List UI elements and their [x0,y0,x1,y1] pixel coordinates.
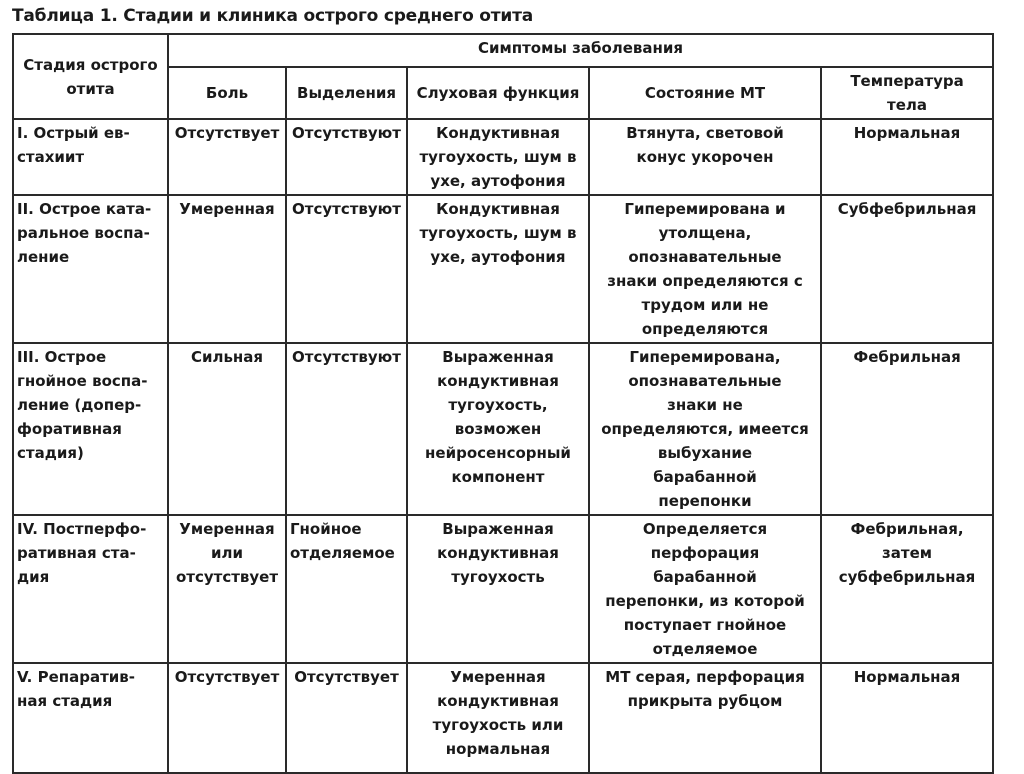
header-pain: Боль [168,67,286,119]
cell-tm: МТ серая, перфорация прикрыта рубцом [589,663,821,773]
cell-discharge: Отсутствует [286,663,407,773]
cell-stage: IV. Постперфо- ративная ста- дия [13,515,168,663]
cell-stage: I. Острый ев- стахиит [13,119,168,195]
cell-temperature: Нормальная [821,663,993,773]
table-row [13,195,993,343]
cell-tm: Втянута, световой конус укорочен [589,119,821,195]
cell-pain: Умеренная или отсутствует [168,515,286,663]
header-hearing: Слуховая функция [407,67,589,119]
cell-hearing: Умеренная кондуктивная тугоухость или нормальная [407,663,589,773]
cell-tm: Определяется перфорация барабанной перепонки, из которой поступает гнойное отделяемое [589,515,821,663]
cell-pain: Отсутствует [168,119,286,195]
cell-tm: Гиперемирована, опознавательные знаки не определяются, имеется выбухание барабанной перепонки [589,343,821,515]
header-stage: Стадия острого отита [13,34,168,119]
table-title: Таблица 1. Стадии и клиника острого среднего отита [12,6,534,26]
cell-pain: Умеренная [168,195,286,343]
cell-hearing: Выраженная кондуктивная тугоухость [407,515,589,663]
cell-stage: III. Острое гнойное воспа- ление (допер- форативная стадия) [13,343,168,515]
header-discharge: Выделения [286,67,407,119]
header-temperature: Температура тела [821,67,993,119]
table-row [13,343,993,515]
table-row [13,119,993,195]
table-row [13,663,993,773]
cell-stage: II. Острое ката- ральное воспа- ление [13,195,168,343]
cell-temperature: Субфебрильная [821,195,993,343]
header-tm: Состояние МТ [589,67,821,119]
cell-pain: Отсутствует [168,663,286,773]
table-row [13,515,993,663]
cell-temperature: Фебрильная [821,343,993,515]
cell-discharge: Гнойное отделяемое [286,515,407,663]
cell-hearing: Кондуктивная тугоухость, шум в ухе, аутофония [407,119,589,195]
cell-temperature: Фебрильная, затем субфебрильная [821,515,993,663]
header-symptoms: Симптомы заболевания [168,34,993,67]
cell-discharge: Отсутствуют [286,119,407,195]
otitis-stages-table [12,33,994,774]
cell-stage: V. Репаратив- ная стадия [13,663,168,773]
cell-hearing: Кондуктивная тугоухость, шум в ухе, аутофония [407,195,589,343]
cell-discharge: Отсутствуют [286,343,407,515]
cell-tm: Гиперемирована и утолщена, опознавательные знаки определяются с трудом или не определяются [589,195,821,343]
cell-hearing: Выраженная кондуктивная тугоухость, возможен нейросенсорный компонент [407,343,589,515]
cell-discharge: Отсутствуют [286,195,407,343]
cell-pain: Сильная [168,343,286,515]
cell-temperature: Нормальная [821,119,993,195]
